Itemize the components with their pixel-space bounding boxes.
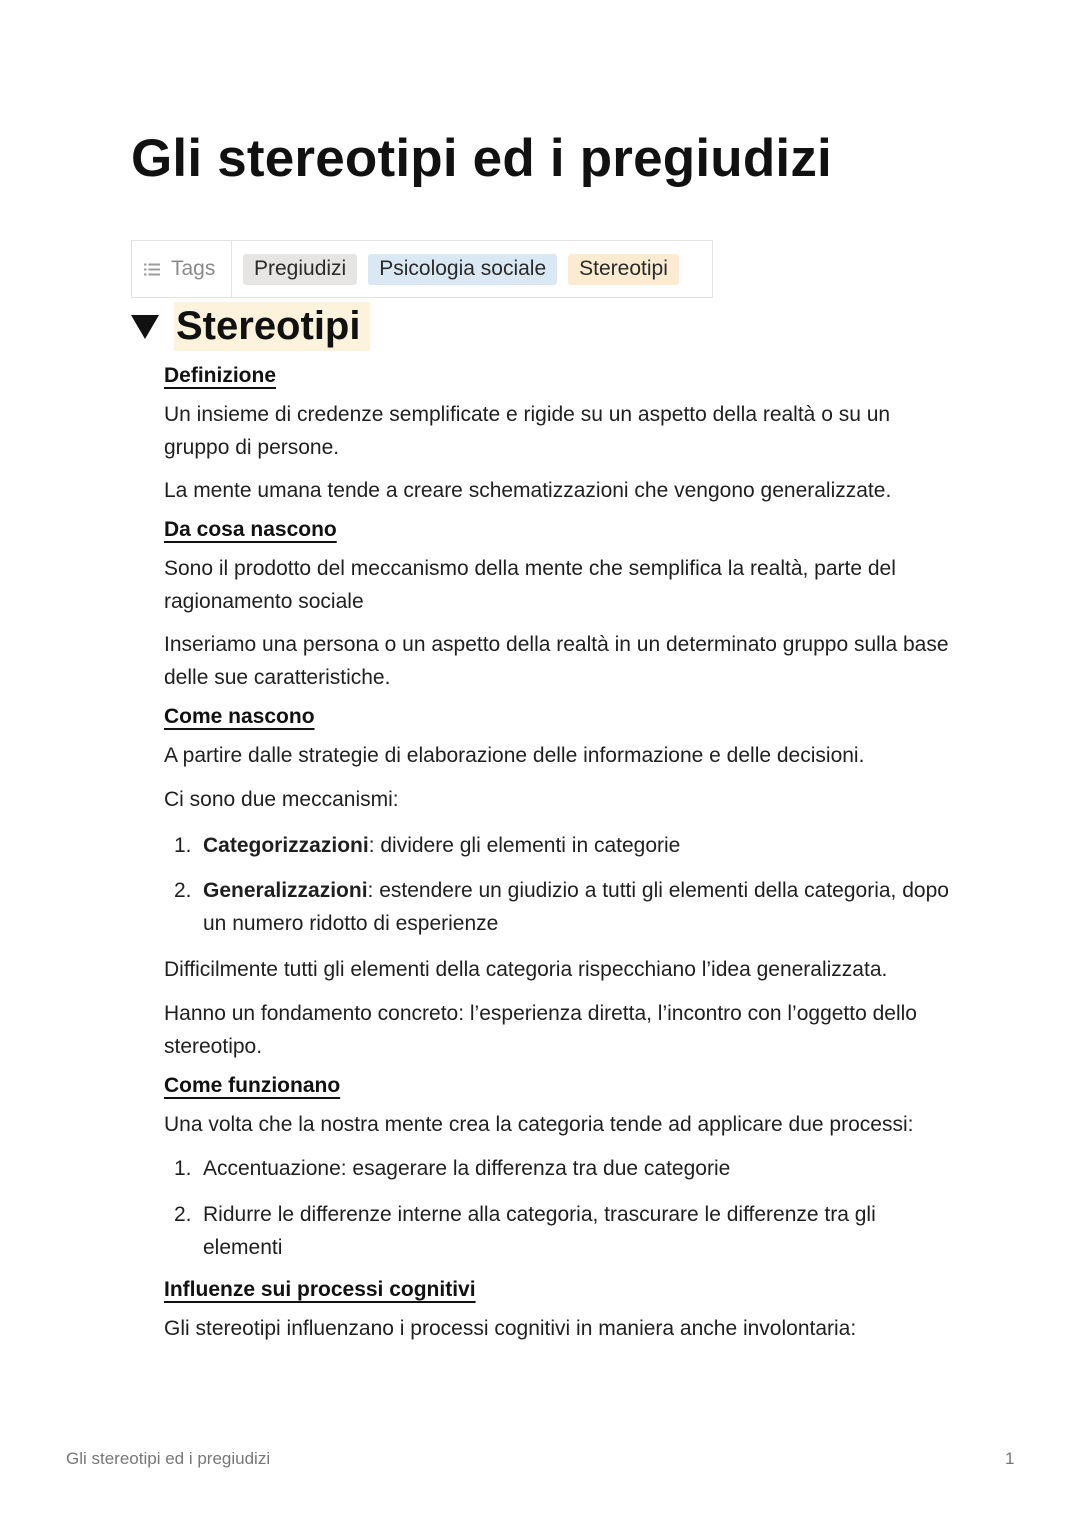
paragraph: Difficilmente tutti gli elementi della categoria rispecchiano l’idea generalizzata. [164,958,888,981]
page-title: Gli stereotipi ed i pregiudizi [131,129,832,188]
list-item-bold: Categorizzazioni [203,834,369,857]
subheading-come-funzionano: Come funzionano [164,1074,341,1097]
list-number: 2. [174,879,192,902]
subheading-influenze: Influenze sui processi cognitivi [164,1278,476,1301]
numbered-list [164,829,954,940]
paragraph: Hanno un fondamento concreto: l’esperienza diretta, l’incontro con l’oggetto dello stereotipo. [164,1002,917,1058]
paragraph: Gli stereotipi influenzano i processi cognitivi in maniera anche involontaria: [164,1317,857,1340]
list-number: 1. [174,834,192,857]
block-influenze [164,1278,954,1345]
tags-property-label[interactable] [132,241,232,297]
paragraph: Ci sono due meccanismi: [164,788,399,811]
tag-pregiudizi[interactable]: Pregiudizi [243,254,357,285]
list-icon [144,263,160,276]
block-definizione [164,364,954,507]
page-number: 1 [1005,1449,1015,1468]
list-item [164,829,954,862]
toggle-triangle-icon[interactable] [131,315,159,339]
tag-stereotipi[interactable]: Stereotipi [568,254,679,285]
paragraph: Una volta che la nostra mente crea la categoria tende ad applicare due processi: [164,1113,914,1136]
block-da-cosa-nascono [164,518,954,694]
list-item [164,1198,954,1264]
paragraph: Inseriamo una persona o un aspetto della realtà in un determinato gruppo sulla base delle sue caratteristiche. [164,633,949,689]
list-item-text: : estendere un giudizio a tutti gli elementi della categoria, dopo un numero ridotto di esperienze [203,879,949,935]
numbered-list [164,1152,954,1264]
list-number: 1. [174,1157,192,1180]
list-item-text: Ridurre le differenze interne alla categoria, trascurare le differenze tra gli elementi [203,1203,876,1259]
block-come-funzionano [164,1074,954,1264]
list-item [164,1152,954,1185]
list-item-bold: Generalizzazioni [203,879,368,902]
paragraph: A partire dalle strategie di elaborazione delle informazione e delle decisioni. [164,744,865,767]
properties-row [131,240,713,298]
tag-psicologia-sociale[interactable]: Psicologia sociale [368,254,557,285]
paragraph: La mente umana tende a creare schematizzazioni che vengono generalizzate. [164,479,892,502]
subheading-definizione: Definizione [164,364,277,387]
paragraph: Un insieme di credenze semplificate e rigide su un aspetto della realtà o su un gruppo di persone. [164,403,891,459]
subheading-da-cosa-nascono: Da cosa nascono [164,518,337,541]
subheading-come-nascono: Come nascono [164,705,315,728]
list-item [164,874,954,940]
toggle-heading-stereotipi[interactable] [131,302,370,351]
list-item-text: Accentuazione: esagerare la differenza tra due categorie [203,1157,731,1180]
list-number: 2. [174,1203,192,1226]
section-title: Stereotipi [174,302,370,351]
section-content [164,364,954,1345]
tags-list [232,254,679,285]
paragraph: Sono il prodotto del meccanismo della mente che semplifica la realtà, parte del ragionamento sociale [164,557,896,613]
tags-label-text: Tags [171,257,216,280]
footer-title: Gli stereotipi ed i pregiudizi [66,1449,271,1468]
block-come-nascono [164,705,954,1063]
list-item-text: : dividere gli elementi in categorie [368,834,681,857]
